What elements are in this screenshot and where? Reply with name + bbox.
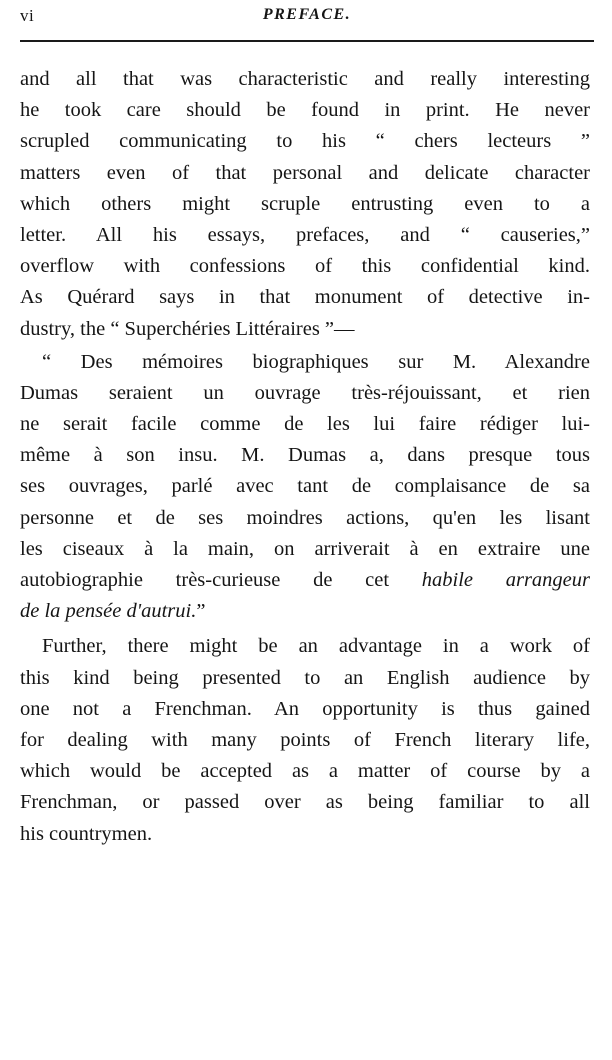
text-fragment: autobiographie très-curieuse de cet xyxy=(20,569,390,591)
text-line: Dumas seraient un ouvrage très-réjouissant, et rien xyxy=(20,381,590,404)
italic-text: habile arrangeur xyxy=(421,569,590,591)
body-text xyxy=(20,64,590,850)
page-number: vi xyxy=(20,6,35,25)
page-header xyxy=(20,2,594,36)
text-line: dustry, the “ Superchéries Littéraires ”— xyxy=(20,317,355,340)
text-line: and all that was characteristic and really interesting xyxy=(20,68,590,90)
text-line: one not a Frenchman. An opportunity is thus gained xyxy=(20,697,590,720)
text-line: this kind being presented to an English audience by xyxy=(20,666,590,689)
text-line: même à son insu. M. Dumas a, dans presque tous xyxy=(20,444,590,467)
italic-text: de la pensée d'autrui. xyxy=(20,600,197,623)
text-line: letter. All his essays, prefaces, and “ causeries,” xyxy=(20,223,590,246)
text-line: matters even of that personal and delicate character xyxy=(20,161,590,184)
text-line: he took care should be found in print. He never xyxy=(20,99,590,122)
running-title: PREFACE. xyxy=(262,6,352,23)
text-line xyxy=(20,565,590,596)
text-line: Frenchman, or passed over as being familiar to all xyxy=(20,791,590,814)
text-line: scrupled communicating to his “ chers lecteurs ” xyxy=(20,130,590,153)
closing-quote: ” xyxy=(196,600,206,623)
text-line: les ciseaux à la main, on arriverait à en extraire une xyxy=(20,537,590,560)
text-line: overflow with confessions of this confidential kind. xyxy=(20,255,590,278)
header-rule xyxy=(20,40,594,42)
text-line: which would be accepted as a matter of course by a xyxy=(20,760,590,783)
text-line: As Quérard says in that monument of detective in- xyxy=(20,286,590,309)
text-line: “ Des mémoires biographiques sur M. Alexandre xyxy=(42,350,590,373)
paragraph xyxy=(20,631,590,849)
text-line: ses ouvrages, parlé avec tant de complaisance de sa xyxy=(20,475,590,498)
text-line: Further, there might be an advantage in a work of xyxy=(42,635,590,658)
text-line: for dealing with many points of French literary life, xyxy=(20,728,590,751)
text-line xyxy=(20,596,590,627)
quotation-paragraph xyxy=(20,347,590,628)
text-line: personne et de ses moindres actions, qu'en les lisant xyxy=(20,506,590,529)
text-line: ne serait facile comme de les lui faire rédiger lui- xyxy=(20,413,590,436)
text-line: which others might scruple entrusting even to a xyxy=(20,192,590,215)
paragraph xyxy=(20,64,590,345)
text-line: his countrymen. xyxy=(20,822,153,845)
